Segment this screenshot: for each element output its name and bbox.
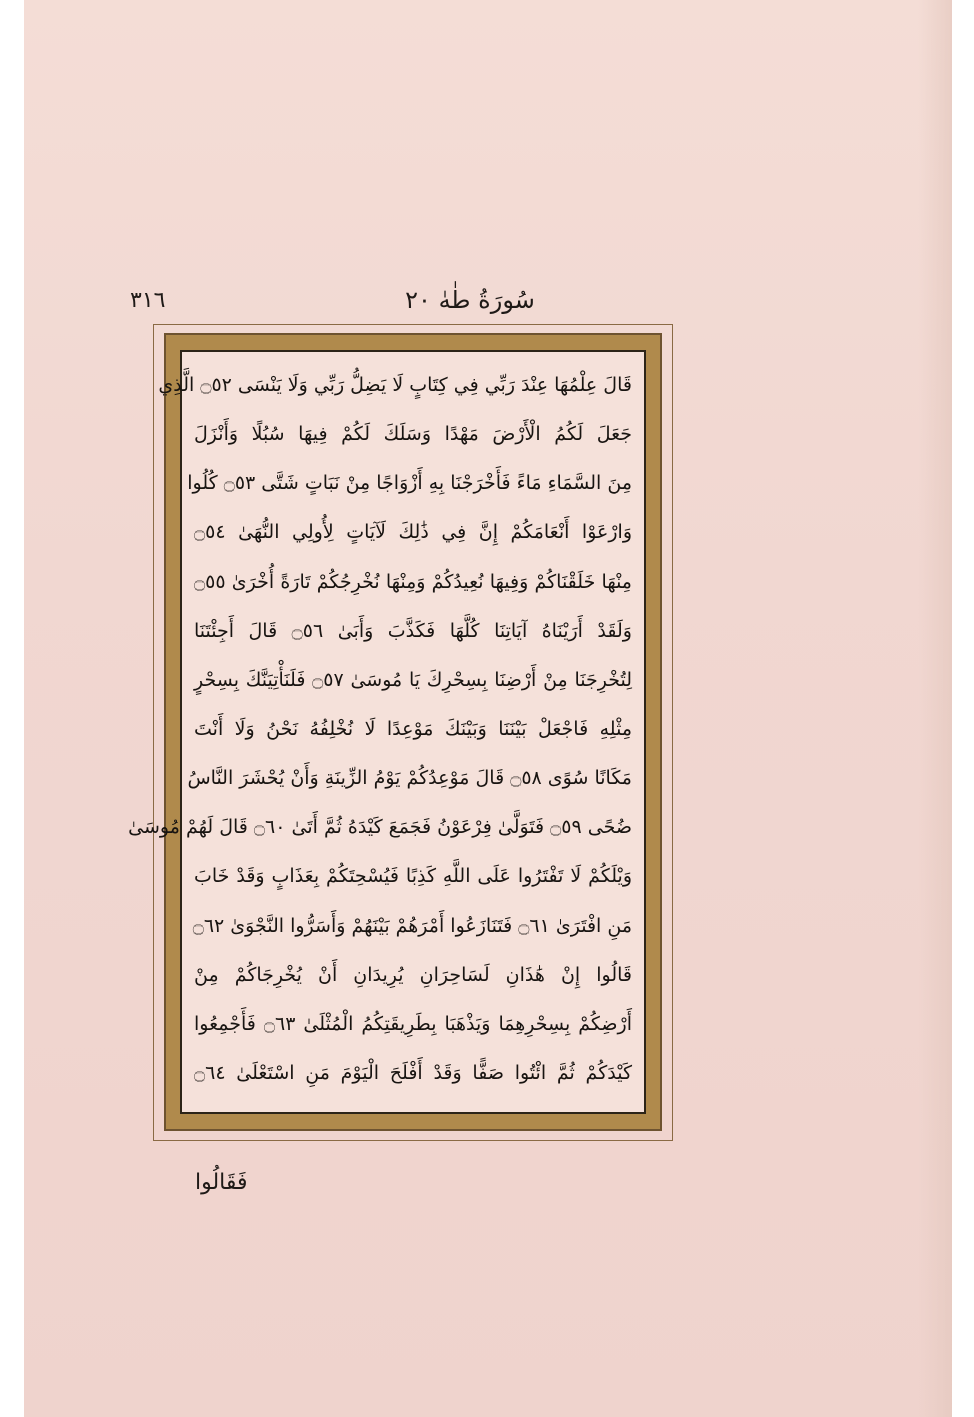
verse-line: أَرْضِكُمْ بِسِحْرِهِمَا وَيَذْهَبَا بِطَرِيقَتِكُمُ الْمُثْلَىٰ ۝٦٣ فَأَجْمِعُوا [194,1012,632,1035]
verse-line: مَنِ افْتَرَىٰ ۝٦١ فَتَنَازَعُوا أَمْرَهُمْ بَيْنَهُمْ وَأَسَرُّوا النَّجْوَىٰ ۝٦٢ [192,914,632,937]
verse-line: مَكَانًا سُوًى ۝٥٨ قَالَ مَوْعِدُكُمْ يَوْمُ الزِّينَةِ وَأَنْ يُحْشَرَ النَّاسُ [187,767,632,790]
verse-line: وَلَقَدْ أَرَيْنَاهُ آيَاتِنَا كُلَّهَا فَكَذَّبَ وَأَبَىٰ ۝٥٦ قَالَ أَجِئْتَنَا [194,619,632,642]
verse-line: وَارْعَوْا أَنْعَامَكُمْ إِنَّ فِي ذَٰلِكَ لَآيَاتٍ لِأُولِي النُّهَىٰ ۝٥٤ [194,521,632,544]
catchword: فَقَالُوا [195,1170,248,1195]
verse-line: لِتُخْرِجَنَا مِنْ أَرْضِنَا بِسِحْرِكَ يَا مُوسَىٰ ۝٥٧ فَلَنَأْتِيَنَّكَ بِسِحْرٍ [194,668,633,691]
verse-line: قَالَ عِلْمُهَا عِنْدَ رَبِّي فِي كِتَابٍ لَا يَضِلُّ رَبِّي وَلَا يَنْسَى ۝٥٢ الَّذِي [158,374,632,396]
verse-line: وَيْلَكُمْ لَا تَفْتَرُوا عَلَى اللَّهِ كَذِبًا فَيُسْحِتَكُمْ بِعَذَابٍ وَقَدْ خَابَ [194,865,632,888]
text-panel [128,350,646,1114]
surah-title: سُورَةُ طٰهٰ ٢٠ [405,286,535,314]
verse-line: ضُحًى ۝٥٩ فَتَوَلَّىٰ فِرْعَوْنُ فَجَمَعَ كَيْدَهُ ثُمَّ أَتَىٰ ۝٦٠ قَالَ لَهُمْ مُوسَىٰ [128,816,632,839]
page-number: ٣١٦ [130,288,166,313]
verse-line: مِثْلِهِ فَاجْعَلْ بَيْنَنَا وَبَيْنَكَ مَوْعِدًا لَا نُخْلِفُهُ نَحْنُ وَلَا أَنْتَ [194,717,632,740]
verse-line: قَالُوا إِنْ هَٰذَانِ لَسَاحِرَانِ يُرِيدَانِ أَنْ يُخْرِجَاكُمْ مِنْ [194,963,632,986]
page-edge-shadow [918,0,952,1417]
verse-line: كَيْدَكُمْ ثُمَّ ائْتُوا صَفًّا وَقَدْ أَفْلَحَ الْيَوْمَ مَنِ اسْتَعْلَىٰ ۝٦٤ [194,1061,632,1084]
verse-line: جَعَلَ لَكُمُ الْأَرْضَ مَهْدًا وَسَلَكَ لَكُمْ فِيهَا سُبُلًا وَأَنْزَلَ [194,423,632,446]
verse-line: مِنْهَا خَلَقْنَاكُمْ وَفِيهَا نُعِيدُكُمْ وَمِنْهَا نُخْرِجُكُمْ تَارَةً أُخْرَىٰ ۝٥٥ [194,570,632,593]
verse-line: مِنَ السَّمَاءِ مَاءً فَأَخْرَجْنَا بِهِ أَزْوَاجًا مِنْ نَبَاتٍ شَتَّى ۝٥٣ كُلُوا [187,472,632,495]
verse-lines [128,370,633,1094]
page-header [130,286,810,326]
